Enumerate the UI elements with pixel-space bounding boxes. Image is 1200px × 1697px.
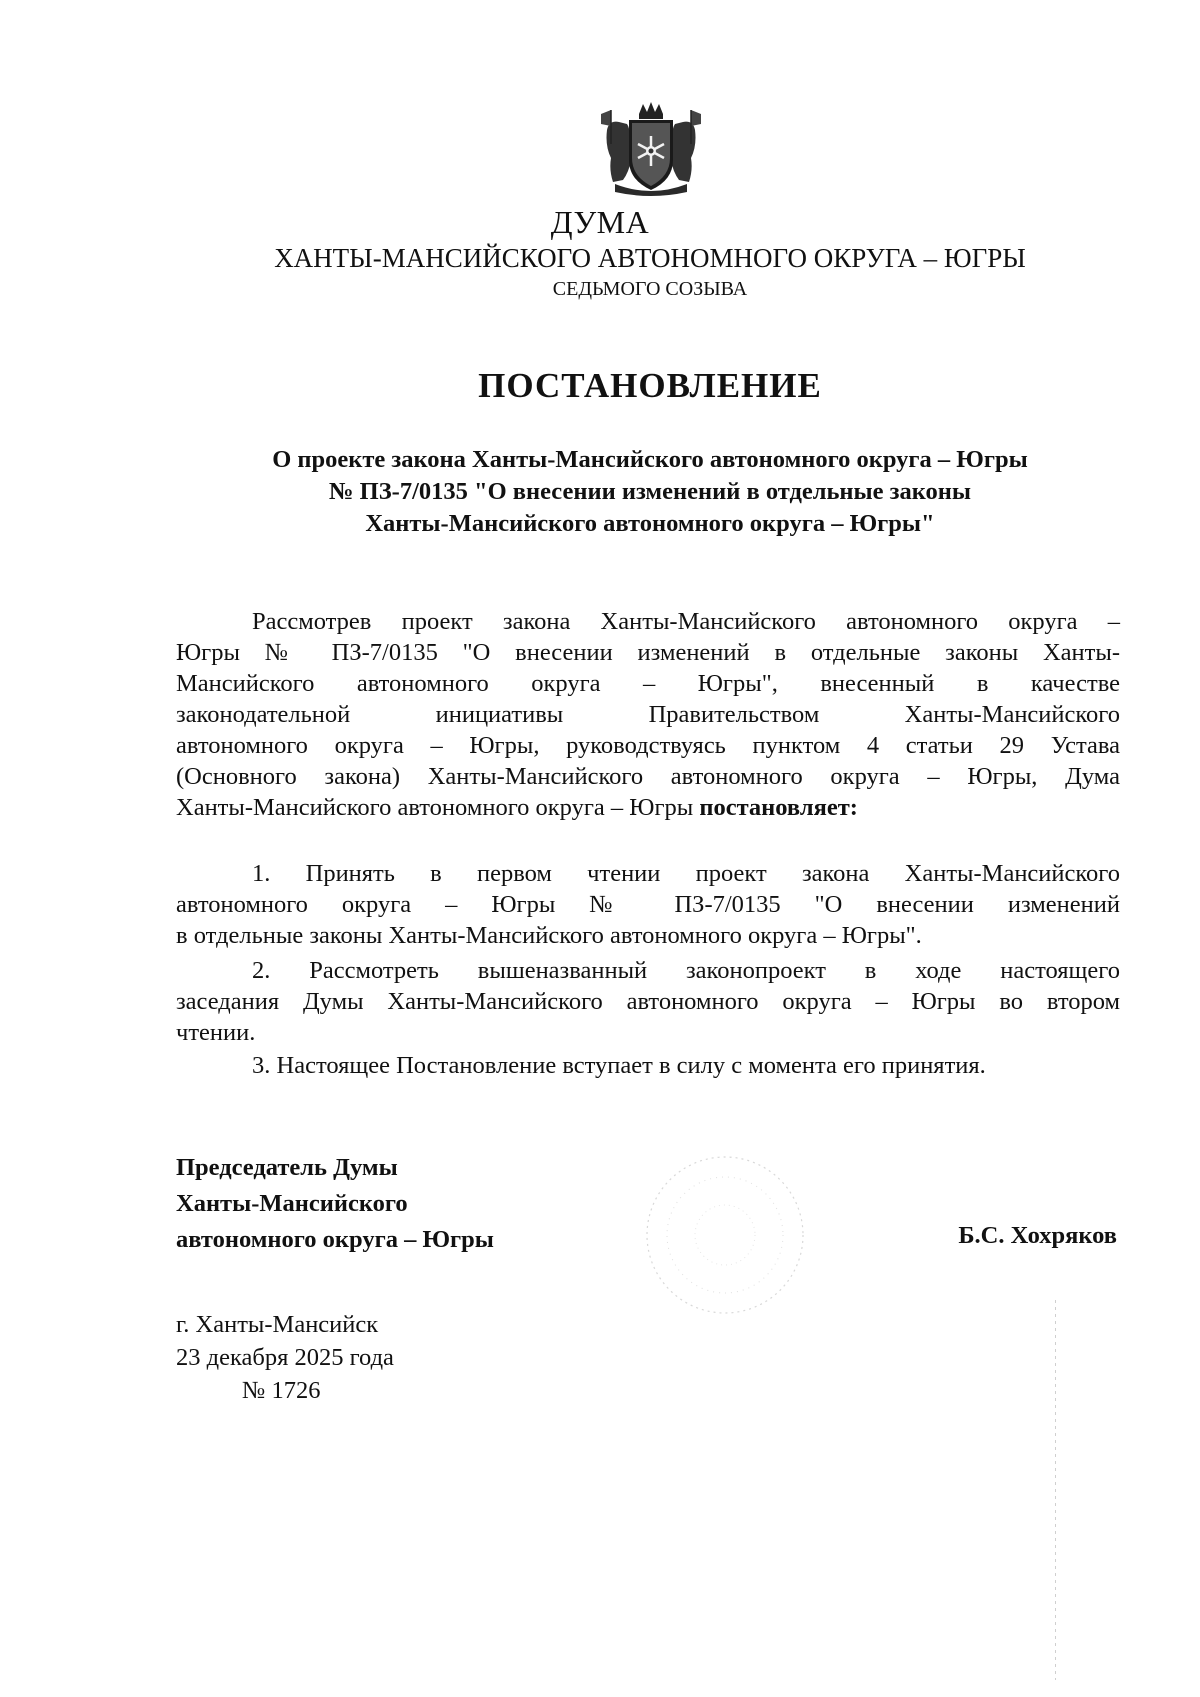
paragraph-line: Мансийского автономного округа – Югры", внесенный в качестве: [176, 670, 1120, 697]
issue-place: г. Ханты-Мансийск: [176, 1311, 379, 1338]
resolution-item-1: [176, 858, 1120, 951]
org-name: ДУМА: [550, 204, 650, 240]
paragraph-line: законодательной инициативы Правительством Ханты-Мансийского: [176, 701, 1120, 728]
paragraph-line: автономного округа – Югры № ПЗ-7/0135 "О внесении изменений: [176, 891, 1120, 918]
subject-line: № ПЗ-7/0135 "О внесении изменений в отдельные законы: [328, 478, 972, 505]
document-number: № 1726: [242, 1377, 321, 1404]
coat-of-arms-emblem: [601, 100, 701, 200]
paragraph-line: в отдельные законы Ханты-Мансийского автономного округа – Югры".: [176, 922, 922, 949]
subject-line: О проекте закона Ханты-Мансийского автономного округа – Югры: [272, 446, 1028, 473]
scan-margin-line: [1055, 1300, 1056, 1680]
resolution-item-3: [176, 1050, 1120, 1081]
issue-details: [176, 1308, 394, 1407]
resolution-verb: постановляет:: [699, 794, 858, 821]
paragraph-line: заседания Думы Ханты-Мансийского автономного округа – Югры во втором: [176, 988, 1120, 1015]
issue-date: 23 декабря 2025 года: [176, 1344, 394, 1371]
document-type-title: ПОСТАНОВЛЕНИЕ: [478, 366, 822, 405]
signatory-name: Б.С. Хохряков: [958, 1222, 1117, 1249]
paragraph-line: автономного округа – Югры, руководствуясь пунктом 4 статьи 29 Устава: [176, 732, 1120, 759]
paragraph-line: Рассмотрев проект закона Ханты-Мансийского автономного округа –: [252, 608, 1120, 635]
position-line: Председатель Думы: [176, 1154, 398, 1181]
org-region: ХАНТЫ-МАНСИЙСКОГО АВТОНОМНОГО ОКРУГА – ЮГРЫ: [274, 243, 1026, 273]
org-convocation: СЕДЬМОГО СОЗЫВА: [552, 278, 748, 300]
paragraph-text: Ханты-Мансийского автономного округа – Югры: [176, 794, 700, 821]
position-line: Ханты-Мансийского: [176, 1190, 408, 1217]
position-line: автономного округа – Югры: [176, 1226, 494, 1253]
document-subject: [180, 444, 1120, 540]
paragraph-line: 2. Рассмотреть вышеназванный законопроект в ходе настоящего: [252, 957, 1120, 984]
paragraph-line-final: [176, 792, 1120, 823]
resolution-item-2: [176, 955, 1120, 1048]
signatory-position: [176, 1150, 494, 1258]
subject-line: Ханты-Мансийского автономного округа – Югры": [365, 510, 935, 537]
paragraph-line: чтении.: [176, 1019, 256, 1046]
paragraph-line: 1. Принять в первом чтении проект закона Ханты-Мансийского: [252, 860, 1120, 887]
paragraph-line: (Основного закона) Ханты-Мансийского автономного округа – Югры, Дума: [176, 763, 1120, 790]
seal-stamp-mark: [640, 1150, 810, 1320]
paragraph-line: Югры № ПЗ-7/0135 "О внесении изменений в отдельные законы Ханты-: [176, 639, 1120, 666]
paragraph-line: 3. Настоящее Постановление вступает в силу с момента его принятия.: [252, 1052, 986, 1079]
intro-paragraph: [176, 606, 1120, 823]
